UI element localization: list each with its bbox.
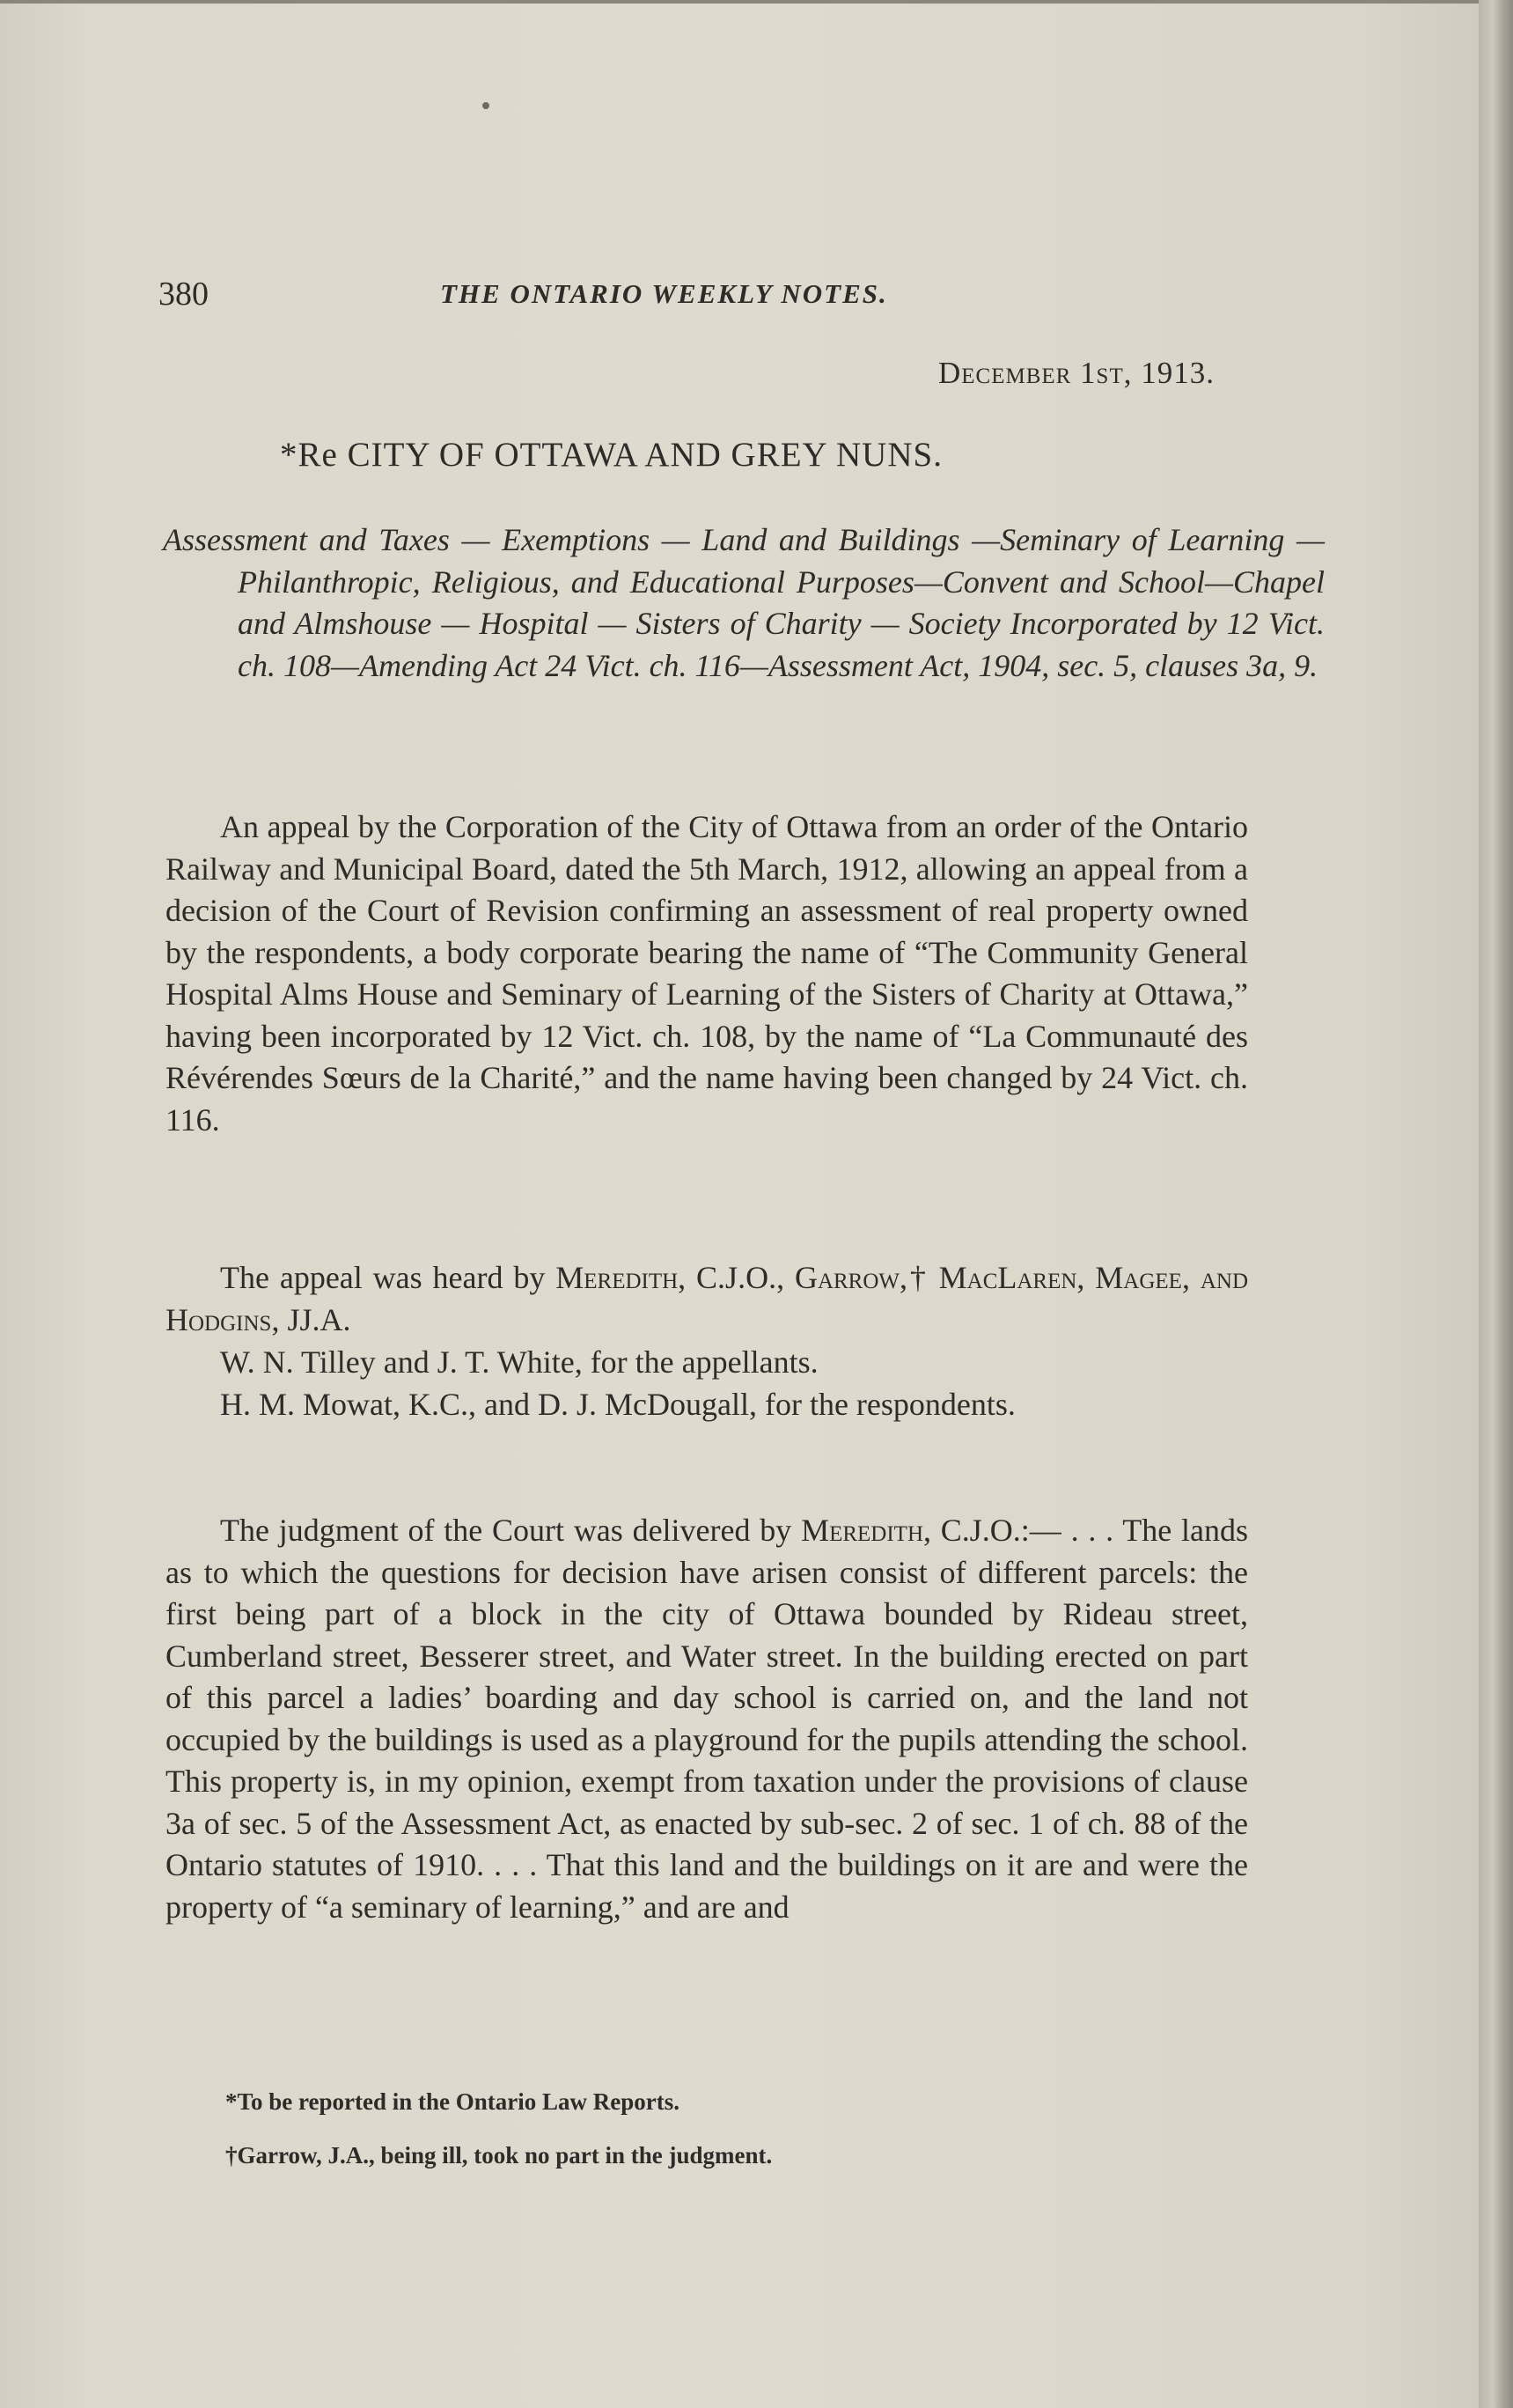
decision-date: December 1st, 1913. [937,356,1215,390]
appeal-paragraph: An appeal by the Corporation of the City of Ottawa from an order of the Ontario Railway and Municipal Board, dated the 5th March, 1912, allowing an appeal from a decision of the Court of Revision confirming an assessment of real property owned by the respondents, a body corporate bearing the name of “The Community General Hospital Alms House and Seminary of Learning of the Sisters of Charity at Ottawa,” having been incorporated by 12 Vict. ch. 108, by the name of “La Communauté des Révérendes Sœurs de la Charité,” and the name having been changed by 24 Vict. ch. 116. [165,809,1248,1138]
footnote-garrow: †Garrow, J.A., being ill, took no part in the judgment. [225,2142,773,2169]
headnote: Assessment and Taxes — Exemptions — Land and Buildings —Seminary of Learning — Philanthropic, Religious, and Educational Purposes—Convent and School—Chapel and Almshouse — Hospital — Sisters of Charity — Society Incorporated by 12 Vict. ch. 108—Amending Act 24 Vict. ch. 116—Assessment Act, 1904, sec. 5, clauses 3a, 9. [163,522,1325,683]
top-rule [0,0,1479,4]
footnote-reported: *To be reported in the Ontario Law Reports. [225,2088,679,2115]
heard-paragraph [165,1257,1248,1341]
footnotes [225,2075,1194,2183]
running-head: THE ONTARIO WEEKLY NOTES. [440,278,888,309]
heard-prefix: The appeal was heard by [220,1260,556,1295]
judgment-body: :— . . . The lands as to which the questions for decision have arisen consist of different parcels: the first being part of a block in the city of Ottawa bounded by Rideau street, Cumberland street, Besserer street, and Water street. In the building erected on part of this parcel a ladies’ boarding and day school is carried on, and the land not occupied by the buildings is used as a playground for the pupils attending the school. This property is, in my opinion, exempt from taxation under the provisions of clause 3a of sec. 5 of the Assessment Act, as enacted by sub-sec. 2 of sec. 1 of ch. 88 of the Ontario statutes of 1910. . . . That this land and the buildings on it are and were the property of “a seminary of learning,” and are and [165,1513,1248,1925]
paper-speck [482,102,489,109]
heard-judges: Meredith, C.J.O., Garrow,† MacLaren, Magee, and Hodgins, JJ.A. [165,1260,1248,1337]
appellants-counsel: W. N. Tilley and J. T. White, for the appellants. [220,1344,819,1380]
judgment-paragraph [165,1510,1248,1928]
judgment-judge: Meredith, C.J.O. [801,1513,1021,1548]
page-edge [1479,0,1513,2408]
page-number: 380 [158,276,209,313]
case-title: *Re CITY OF OTTAWA AND GREY NUNS. [280,436,943,474]
judgment-prefix: The judgment of the Court was delivered by [220,1513,802,1548]
page-header [158,275,1259,317]
respondents-counsel: H. M. Mowat, K.C., and D. J. McDougall, for the respondents. [220,1387,1016,1422]
